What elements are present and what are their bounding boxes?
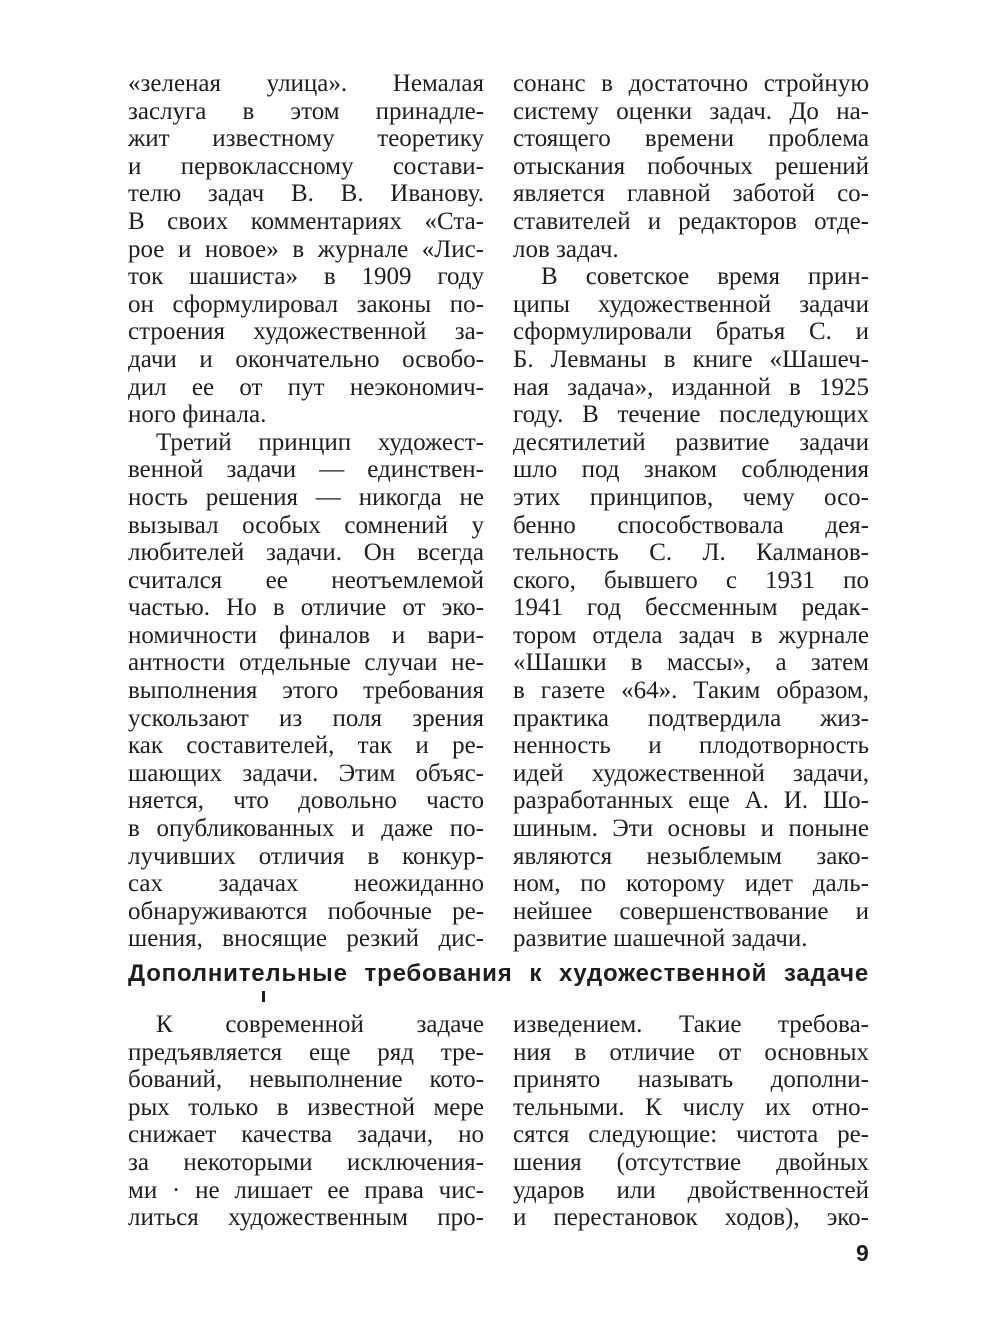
- text-line: ципы художественной задачи: [513, 290, 869, 318]
- text-line: бенно способствовала дея-: [513, 511, 869, 539]
- page-number: 9: [856, 1240, 869, 1266]
- text-line: идей художественной задачи,: [513, 759, 869, 787]
- text-line: этих принципов, чему осо-: [513, 483, 869, 511]
- text-line: отыскания побочных решений: [513, 152, 869, 180]
- text-line: жит известному теоретику: [128, 125, 484, 153]
- text-line: снижает качества задачи, но: [128, 1121, 484, 1149]
- text-line: за некоторыми исключения-: [128, 1148, 484, 1176]
- text-line: предъявляется еще ряд тре-: [128, 1038, 484, 1066]
- text-line: сятся следующие: чистота ре-: [513, 1121, 869, 1149]
- text-line: ударов или двойственностей: [513, 1176, 869, 1204]
- text-line: выполнения этого требования: [128, 677, 484, 705]
- text-line: тельность С. Л. Калманов-: [513, 539, 869, 567]
- text-line: бований, невыполнение кото-: [128, 1066, 484, 1094]
- text-line: рых только в известной мере: [128, 1093, 484, 1121]
- text-line: ного финала.: [128, 401, 267, 429]
- text-line: ненность и плодотворность: [513, 732, 869, 760]
- text-line: заслуга в этом принадле-: [128, 97, 484, 125]
- text-line: разработанных еще А. И. Шо-: [513, 787, 869, 815]
- text-line: дачи и окончательно освобо-: [128, 345, 484, 373]
- text-line: лучивших отличия в конкур-: [128, 842, 484, 870]
- text-line: антности отдельные случаи не-: [128, 649, 484, 677]
- text-line: «Шашки в массы», а затем: [513, 649, 869, 677]
- text-line: венной задачи — единствен-: [128, 456, 484, 484]
- text-line: изведением. Такие требова-: [513, 1011, 869, 1038]
- right-column-top: [513, 70, 869, 953]
- text-line: и первоклассному состави-: [128, 152, 484, 180]
- text-line: развитие шашечной задачи.: [513, 925, 808, 953]
- text-line: литься художественным про-: [128, 1204, 484, 1232]
- text-line: ность решения — никогда не: [128, 483, 484, 511]
- text-line: тельными. К числу их отно-: [513, 1093, 869, 1121]
- text-line: ток шашиста» в 1909 году: [128, 263, 484, 291]
- text-line: шения, вносящие резкий дис-: [128, 925, 484, 953]
- text-line: систему оценки задач. До на-: [513, 97, 869, 125]
- text-line: ми · не лишает ее права чис-: [128, 1176, 484, 1204]
- text-line: считался ее неотъемлемой: [128, 566, 484, 594]
- text-line: В своих комментариях «Ста-: [128, 207, 484, 235]
- text-line: частью. Но в отличие от эко-: [128, 594, 484, 622]
- text-line: нейшее совершенствование и: [513, 897, 869, 925]
- text-line: 1941 год бессменным редак-: [513, 594, 869, 622]
- text-line: практика подтвердила жиз-: [513, 704, 869, 732]
- text-line: лов задач.: [513, 235, 619, 263]
- text-line: и перестановок ходов), эко-: [513, 1204, 869, 1232]
- text-line: шающих задачи. Этим объяс-: [128, 759, 484, 787]
- text-line: сах задачах неожиданно: [128, 870, 484, 898]
- text-line: году. В течение последующих: [513, 401, 869, 429]
- left-column-bottom: [128, 1011, 484, 1232]
- text-line: ского, бывшего с 1931 по: [513, 566, 869, 594]
- right-column-bottom: [513, 1011, 869, 1232]
- text-line: рое и новое» в журнале «Лис-: [128, 235, 484, 263]
- text-line: шиным. Эти основы и поныне: [513, 815, 869, 843]
- text-line: К современной задаче: [156, 1011, 484, 1038]
- print-artifact: [262, 991, 265, 1002]
- text-line: он сформулировал законы по-: [128, 290, 484, 318]
- text-line: Б. Левманы в книге «Шашеч-: [513, 345, 869, 373]
- text-line: В советское время прин-: [541, 263, 869, 291]
- text-line: в газете «64». Таким образом,: [513, 677, 869, 705]
- text-line: принято называть дополни-: [513, 1066, 869, 1094]
- text-line: ная задача», изданной в 1925: [513, 373, 869, 401]
- text-line: сонанс в достаточно стройную: [513, 70, 869, 97]
- text-line: любителей задачи. Он всегда: [128, 539, 484, 567]
- text-line: шения (отсутствие двойных: [513, 1148, 869, 1176]
- text-line: десятилетий развитие задачи: [513, 428, 869, 456]
- text-line: няется, что довольно часто: [128, 787, 484, 815]
- left-column-top: [128, 70, 484, 953]
- text-line: являются незыблемым зако-: [513, 842, 869, 870]
- text-line: ускользают из поля зрения: [128, 704, 484, 732]
- text-line: тором отдела задач в журнале: [513, 621, 869, 649]
- text-line: является главной заботой со-: [513, 180, 869, 208]
- text-line: ставителей и редакторов отде-: [513, 207, 869, 235]
- text-line: дил ее от пут неэкономич-: [128, 373, 484, 401]
- text-line: телю задач В. В. Иванову.: [128, 180, 484, 208]
- text-line: номичности финалов и вари-: [128, 621, 484, 649]
- text-line: обнаруживаются побочные ре-: [128, 897, 484, 925]
- text-line: стоящего времени проблема: [513, 125, 869, 153]
- text-line: сформулировали братья С. и: [513, 318, 869, 346]
- text-line: ния в отличие от основных: [513, 1038, 869, 1066]
- text-line: строения художественной за-: [128, 318, 484, 346]
- text-line: вызывал особых сомнений у: [128, 511, 484, 539]
- text-line: ном, по которому идет даль-: [513, 870, 869, 898]
- text-line: в опубликованных и даже по-: [128, 815, 484, 843]
- text-line: Третий принцип художест-: [156, 428, 484, 456]
- text-line: «зеленая улица». Немалая: [128, 70, 484, 97]
- text-line: шло под знаком соблюдения: [513, 456, 869, 484]
- text-line: как составителей, так и ре-: [128, 732, 484, 760]
- section-heading: Дополнительные требования к художественной задаче: [128, 960, 869, 987]
